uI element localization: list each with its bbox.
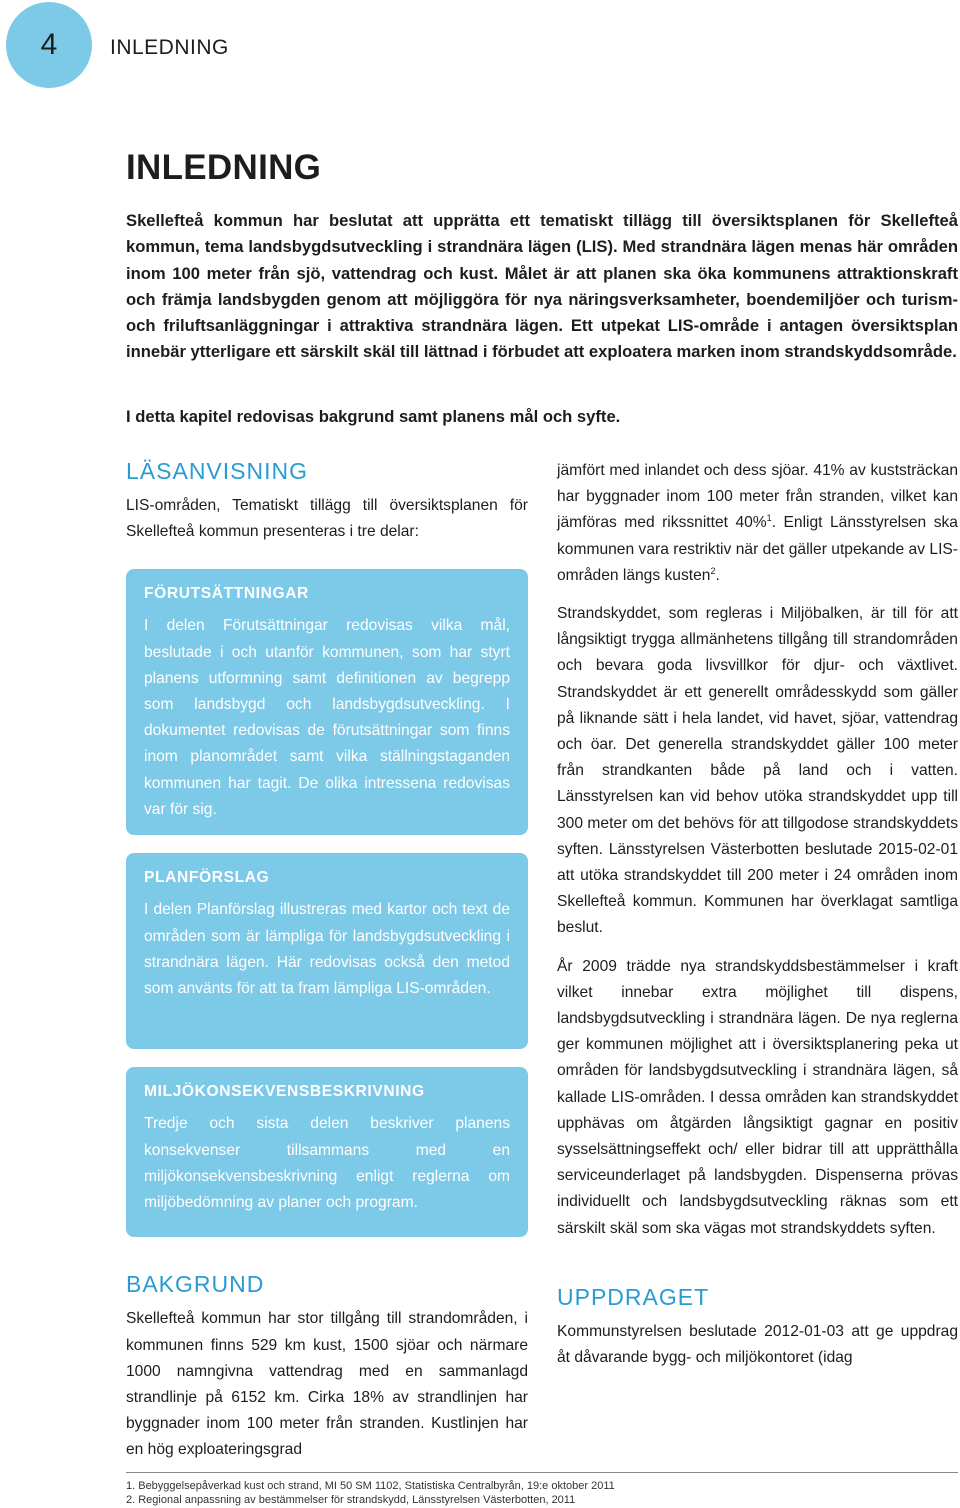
right-paragraph-1	[557, 458, 958, 589]
page-number-badge	[6, 2, 92, 88]
footnotes	[126, 1472, 958, 1507]
box-title-planforslag: PLANFÖRSLAG	[144, 869, 270, 887]
box-forutsattningar	[126, 569, 528, 835]
right-p1-part-a: jämfört med inlandet och dess sjöar. 41% av kuststräckan har byggnader inom 100 meter från stranden, vilket kan jämföras med rikssnittet 40%	[557, 462, 958, 532]
right-paragraph-3: År 2009 trädde nya strandskyddsbestämmelser i kraft vilket innebar extra möjlighet till dispens, landsbygdsutveckling i strandnära lägen. De nya reglerna ger kommunen möjlighet att i översiktsplanering peka ut områden för landsbygdsutveckling i strandnära lägen, så kallade LIS-områden. I dessa områden kan strandskyddet upphävas om åtgärden långsiktigt gagnar en positiv sysselsättningseffekt och/ eller bidrar till att upprätthålla serviceunderlaget på landsbygden. Dispenserna prövas individuellt och landsbygdsutveckling räknas som ett särskilt skäl som ska vägas mot strandskyddets syften.	[557, 957, 958, 1237]
box-planforslag	[126, 853, 528, 1049]
intro-paragraph: Skellefteå kommun har beslutat att upprätta ett tematiskt tillägg till översiktsplanen för Skellefteå kommun, tema landsbygdsutveckling i strandnära lägen (LIS). Med strandnära lägen menas här områden inom 100 meter från sjö, vattendrag och kust. Målet är att planen ska öka kommunens attraktionskraft och främja landsbygden genom att möjliggöra för nya näringsverksamheter, boendemiljöer och turism- och friluftsanläggningar i attraktiva strandnära lägen. Ett utpekat LIS-område i antagen översiktsplan innebär ytterligare ett särskilt skäl till lättnad i förbudet att exploatera marken inom strandskyddsområde.	[126, 211, 958, 362]
lasanvisning-text: LIS-områden, Tematiskt tillägg till översiktsplanen för Skellefteå kommun presenteras i tre delar:	[126, 497, 528, 541]
footnote-1: 1. Bebyggelsepåverkad kust och strand, MI 50 SM 1102, Statistiska Centralbyrån, 19:e oktober 2011	[126, 1480, 615, 1492]
footnote-2: 2. Regional anpassning av bestämmelser för strandskydd, Länsstyrelsen Västerbotten, 2011	[126, 1494, 576, 1506]
right-p1-part-c: .	[715, 566, 720, 584]
bakgrund-text: Skellefteå kommun har stor tillgång till strandområden, i kommunen finns 529 km kust, 1500 sjöar och närmare 1000 namngivna vattendrag med en sammanlagd strandlinje på 6152 km. Cirka 18% av strandlinjen har byggnader inom 100 meter från stranden. Kustlinjen har en hög exploateringsgrad	[126, 1310, 528, 1459]
right-p1-part-b: . Enligt Länsstyrelsen ska kommunen vara restriktiv när det gäller utpekande av LIS-områden längs kusten	[557, 514, 958, 584]
box-miljokonsekvensbeskrivning	[126, 1067, 528, 1237]
footnote-ref-2: 2	[710, 565, 716, 576]
uppdraget-heading: UPPDRAGET	[557, 1283, 710, 1310]
lasanvisning-heading: LÄSANVISNING	[126, 458, 308, 484]
box-title-forutsattningar: FÖRUTSÄTTNINGAR	[144, 585, 309, 603]
left-column	[126, 458, 528, 1464]
right-column	[557, 458, 958, 1371]
running-header-title: INLEDNING	[110, 36, 229, 59]
bakgrund-heading: BAKGRUND	[126, 1271, 265, 1298]
page-title: INLEDNING	[126, 148, 322, 187]
box-text-planforslag: I delen Planförslag illustreras med kartor och text de områden som är lämpliga för landsbygdsutveckling i strandnära lägen. Här redovisas också den metod som använts för att ta fram lämpliga LIS-områden.	[144, 901, 510, 998]
box-text-forutsattningar: I delen Förutsättningar redovisas vilka mål, beslutade i och utanför kommunen, som har styrt planens utformning samt definitionen av begrepp som landsbygd och landsbygdsutveckling. I dokumentet redovisas de förutsättningar som finns inom planområdet samt vilka ställningstaganden kommunen har tagit. De olika intressena redovisas var för sig.	[144, 617, 510, 818]
footnote-ref-1: 1	[766, 513, 772, 524]
intro-closing: I detta kapitel redovisas bakgrund samt planens mål och syfte.	[126, 407, 621, 426]
box-text-mkb: Tredje och sista delen beskriver planens konsekvenser tillsammans med en miljökonsekvensbeskrivning enligt reglerna om miljöbedömning av planer och program.	[144, 1115, 510, 1212]
right-paragraph-2: Strandskyddet, som regleras i Miljöbalken, är till för att långsiktigt trygga allmänhetens tillgång till strandområden och bevara goda livsvillkor för djur- och växtlivet. Strandskyddet är ett generellt områdesskydd som gäller på liknande sätt i hela landet, vid havet, sjöar, vattendrag och öar. Det generella strandskyddet gäller 100 meter från strandkanten både på land och i vatten. Länsstyrelsen kan vid behov utöka strandskyddet upp till 300 meter om det behövs för att tillgodose strandskyddets syften. Länsstyrelsen Västerbotten beslutade 2015-02-01 att utöka strandskyddet till 200 meter i 24 områden inom Skellefteå kommun. Kommunen har överklagat samtliga beslut.	[557, 605, 958, 937]
uppdraget-text: Kommunstyrelsen beslutade 2012-01-03 att ge uppdrag åt dåvarande bygg- och miljökontoret (idag	[557, 1322, 958, 1367]
page-number: 4	[40, 28, 58, 61]
box-title-mkb: MILJÖKONSEKVENSBESKRIVNING	[144, 1083, 425, 1101]
